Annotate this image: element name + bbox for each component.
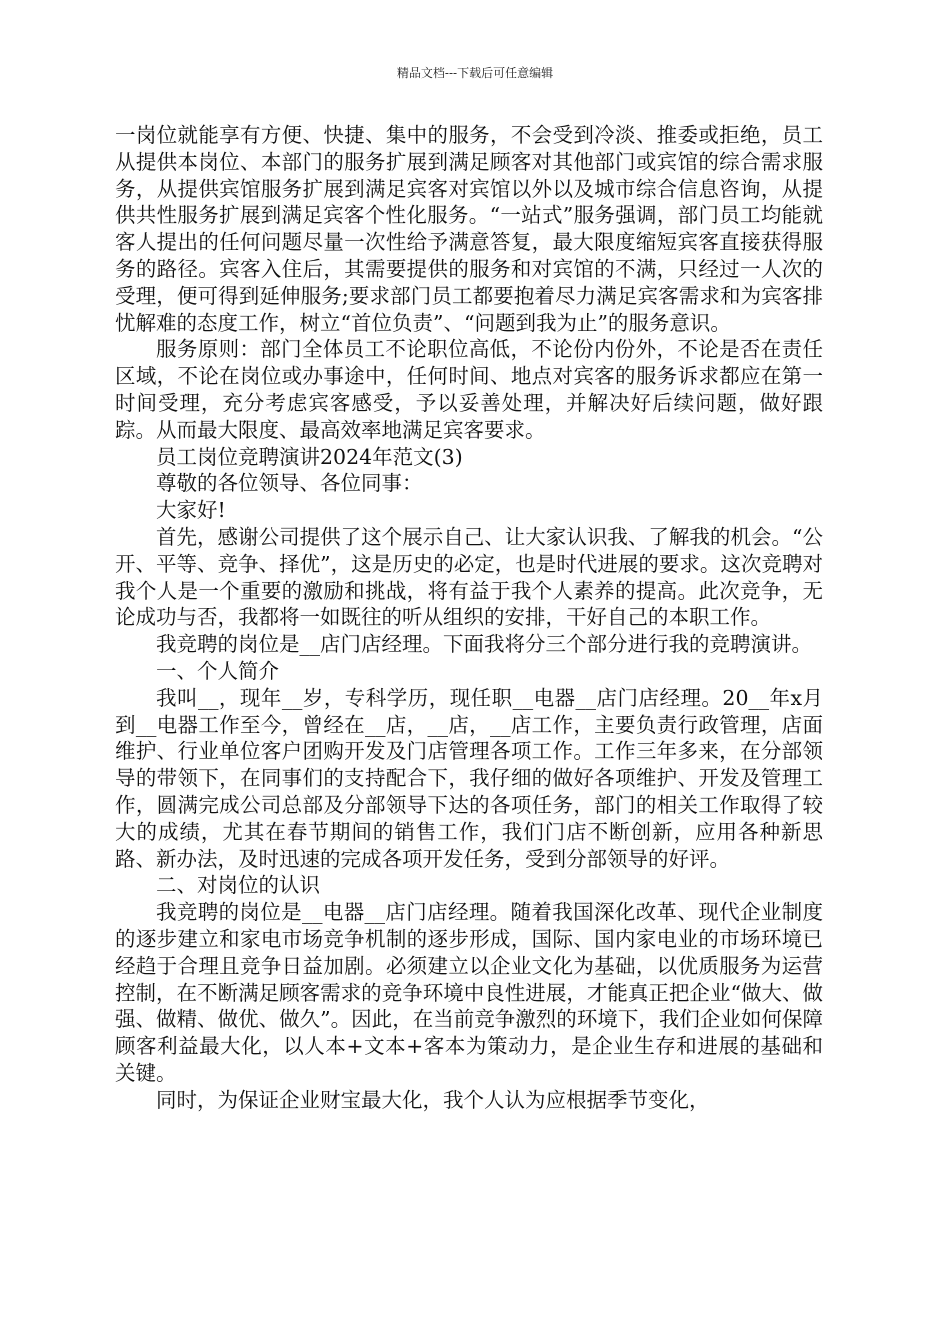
document-body — [115, 122, 823, 1113]
paragraph: 我竞聘的岗位是__店门店经理。下面我将分三个部分进行我的竞聘演讲。 — [156, 632, 812, 657]
greeting: 大家好! — [156, 498, 226, 523]
paragraph: 同时，为保证企业财宝最大化，我个人认为应根据季节变化， — [156, 1087, 710, 1112]
paragraph: 我竞聘的岗位是__电器__店门店经理。随着我国深化改革、现代企业制度的逐步建立和家电市场竞争机制的逐步形成，国际、国内家电业的市场环境已经趋于合理且竞争日益加剧。必须建立以企业文化为基础，以优质服务为运营控制，在不断满足顾客需求的竞争环境中良性进展，才能真正把企业“做大、做强、做精、做优、做久”。因此，在当前竞争激烈的环境下，我们企业如何保障顾客利益最大化，以人本+文本+客本为策动力，是企业生存和进展的基础和关键。 — [115, 900, 823, 1085]
subsection-heading: 一、个人简介 — [156, 658, 279, 683]
paragraph: 首先，感谢公司提供了这个展示自己、让大家认识我、了解我的机会。“公开、平等、竞争、择优”，这是历史的必定，也是时代进展的要求。这次竞聘对我个人是一个重要的激励和挑战，将有益于我个人素养的提高。此次竞争，无论成功与否，我都将一如既往的听从组织的安排，干好自己的本职工作。 — [115, 524, 823, 630]
paragraph: 服务原则：部门全体员工不论职位高低，不论份内份外，不论是否在责任区域，不论在岗位或办事途中，任何时间、地点对宾客的服务诉求都应在第一时间受理，充分考虑宾客感受，予以妥善处理，并解决好后续问题，做好跟踪。从而最大限度、最高效率地满足宾客要求。 — [115, 337, 823, 442]
page-header: 精品文档---下载后可任意编辑 — [396, 66, 554, 80]
paragraph: 我叫__，现年__岁，专科学历，现任职__电器__店门店经理。20__年x月到__电器工作至今，曾经在__店，__店，__店工作，主要负责行政管理，店面维护、行业单位客户团购开发及门店管理各项工作。工作三年多来，在分部领导的带领下，在同事们的支持配合下，我仔细的做好各项维护、开发及管理工作，圆满完成公司总部及分部领导下达的各项任务，部门的相关工作取得了较大的成绩，尤其在春节期间的销售工作，我们门店不断创新，应用各种新思路、新办法，及时迅速的完成各项开发任务，受到分部领导的好评。 — [115, 685, 823, 871]
subsection-heading: 二、对岗位的认识 — [156, 873, 320, 898]
salutation: 尊敬的各位领导、各位同事： — [156, 471, 423, 496]
section-title: 员工岗位竞聘演讲2024年范文(3) — [156, 444, 463, 469]
paragraph: 一岗位就能享有方便、快捷、集中的服务，不会受到冷淡、推委或拒绝，员工从提供本岗位、本部门的服务扩展到满足顾客对其他部门或宾馆的综合需求服务，从提供宾馆服务扩展到满足宾客对宾馆以外以及城市综合信息咨询，从提供共性服务扩展到满足宾客个性化服务。“一站式”服务强调，部门员工均能就客人提出的任何问题尽量一次性给予满意答复，最大限度缩短宾客直接获得服务的路径。宾客入住后，其需要提供的服务和对宾馆的不满，只经过一人次的受理，便可得到延伸服务;要求部门员工都要抱着尽力满足宾客需求和为宾客排忧解难的态度工作，树立“首位负责”、“问题到我为止”的服务意识。 — [115, 123, 823, 335]
